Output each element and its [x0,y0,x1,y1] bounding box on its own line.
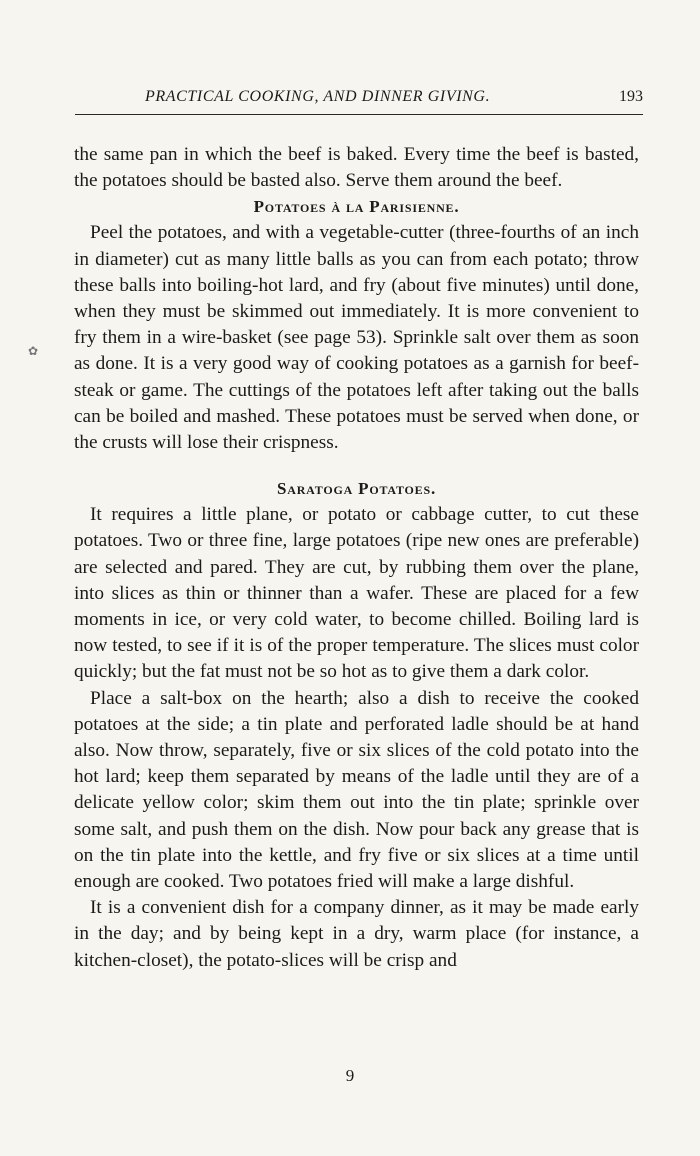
page-number: 193 [619,88,643,105]
section-heading-parisienne: Potatoes à la Parisienne. [253,197,460,217]
saratoga-paragraph-2: Place a salt-box on the hearth; also a dish to receive the cooked potatoes at the side; a tin plate and perforated ladle should be at hand also. Now throw, separately, five or six slices of the cold potato into the hot lard; keep them separated by means of the ladle until they are of a delicate yellow color; skim them out into the tin plate; sprinkle over some salt, and push them on the dish. Now pour back any grease that is on the tin plate into the kettle, and fry five or six slices at a time until enough are cooked. Two potatoes fried will make a large dishful. [74,687,639,893]
margin-ornament-icon: ✿ [28,344,39,358]
running-title: PRACTICAL COOKING, AND DINNER GIVING. [145,88,491,105]
saratoga-paragraph-3: It is a convenient dish for a company dinner, as it may be made early in the day; and by being kept in a dry, warm place (for instance, a kitchen-closet), the potato-slices will be crisp and [74,897,639,971]
parisienne-paragraph: Peel the potatoes, and with a vegetable-cutter (three-fourths of an inch in diameter) cut as many little balls as you can from each potato; throw these balls into boiling-hot lard, and fry (about five minutes) until done, when they must be skimmed out immediately. It is more convenient to fry them in a wire-basket (see page 53). Sprinkle salt over them as soon as done. It is a very good way of cooking potatoes as a garnish for beef-steak or game. The cuttings of the potatoes left after taking out the balls can be boiled and mashed. These potatoes must be served when done, or the crusts will lose their crispness. [74,222,639,454]
signature-mark: 9 [345,1066,355,1085]
running-head [75,88,643,115]
continuation-paragraph: the same pan in which the beef is baked. Every time the beef is basted, the potatoes should be basted also. Serve them around the beef. [74,144,639,192]
page-body [74,142,639,974]
section-heading-saratoga: Saratoga Potatoes. [277,479,436,499]
saratoga-paragraph-1: It requires a little plane, or potato or cabbage cutter, to cut these potatoes. Two or three fine, large potatoes (ripe new ones are preferable) are selected and pared. They are cut, by rubbing them over the plane, into slices as thin or thinner than a wafer. These are placed for a few moments in ice, or very cold water, to become chilled. Boiling lard is now tested, to see if it is of the proper temperature. The slices must color quickly; but the fat must not be so hot as to give them a dark color. [74,504,639,683]
